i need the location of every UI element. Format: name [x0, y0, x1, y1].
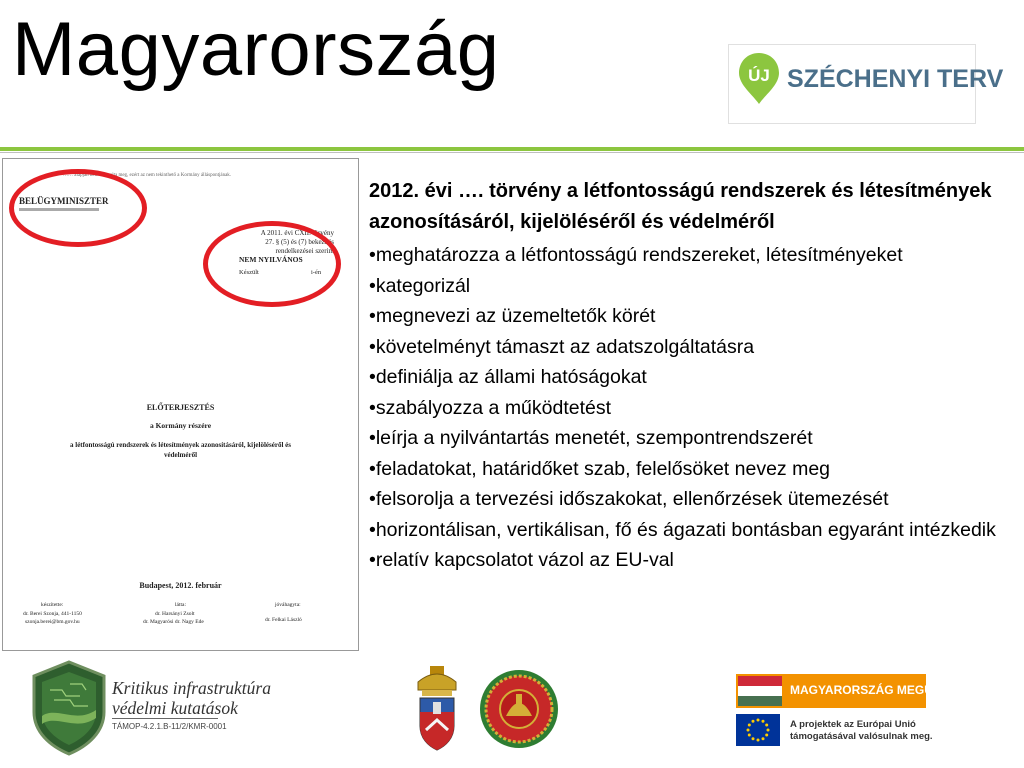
doc-prepared-suffix: i-én	[311, 269, 322, 276]
kik-title	[112, 678, 271, 718]
doc-sign-line: szonja.berei@bm.gov.hu	[25, 619, 80, 625]
doc-legal-ref-3: rendelkezései szerint	[275, 247, 334, 255]
eu-text-line-1: A projektek az Európai Unió	[790, 719, 916, 730]
eu-support-text	[790, 719, 933, 743]
slide-title: Magyarország	[12, 7, 500, 92]
content-heading: 2012. évi …. törvény a létfontosságú rendszerek és létesítmények azonosításáról, kijelöléséről és védelméről	[369, 180, 992, 233]
kik-project-code: TÁMOP-4.2.1.B-11/2/KMR-0001	[112, 722, 227, 731]
highlight-circle-classification	[203, 221, 341, 307]
doc-prepared-label: Készült	[239, 269, 259, 276]
bullet-item: •definiálja az állami hatóságokat	[369, 366, 647, 388]
bullet-item: •leírja a nyilvántartás menetét, szempontrendszerét	[369, 427, 813, 449]
bullet-item: •követelményt támaszt az adatszolgáltatásra	[369, 335, 755, 358]
document-scan	[2, 158, 359, 651]
doc-proposal-recipient: a Kormány részére	[149, 421, 212, 430]
agency-seal-icon	[478, 668, 560, 750]
kik-title-line-2: védelmi kutatások	[112, 698, 238, 718]
doc-place-date: Budapest, 2012. február	[139, 581, 222, 590]
doc-sign-line: dr. Magyarósi dr. Nagy Ede	[143, 619, 204, 625]
doc-sign-line: dr. Harsányi Zsolt	[155, 611, 195, 617]
doc-sign-role-3: jóváhagyta:	[275, 602, 301, 608]
highlight-circle-ministry	[9, 169, 147, 247]
pin-label: ÚJ	[748, 66, 770, 85]
map-pin-icon	[737, 51, 781, 105]
accent-divider	[0, 147, 1024, 151]
kik-title-line-1: Kritikus infrastruktúra	[112, 678, 271, 698]
doc-legal-ref-1: A 2011. évi CXII. törvény	[260, 229, 334, 237]
doc-sign-role-1: készítette:	[41, 602, 64, 608]
city-coat-of-arms-icon	[412, 664, 462, 752]
szechenyi-terv-logo	[728, 44, 1004, 124]
bullet-item: •megnevezi az üzemeltetők körét	[369, 305, 656, 327]
doc-proposal-subject-2: védelméről	[163, 451, 198, 459]
doc-sign-role-2: látta:	[175, 602, 186, 608]
doc-ministry: BELÜGYMINISZTER	[19, 196, 109, 206]
eu-text-line-2: támogatásával valósulnak meg.	[790, 731, 933, 742]
bullet-item: •kategorizál	[369, 274, 471, 297]
doc-proposal-subject: a létfontosságú rendszerek és létesítmények azonosításáról, kijelöléséről és	[70, 441, 291, 449]
content-text	[369, 176, 1019, 576]
logo-text: SZÉCHENYI TERV	[787, 65, 1004, 93]
doc-classification: NEM NYILVÁNOS	[239, 255, 303, 264]
eu-flag-icon	[736, 714, 780, 746]
bullet-item: •szabályozza a működtetést	[369, 396, 612, 419]
bullet-item: •horizontálisan, vertikálisan, fő és ágazati bontásban egyaránt intézkedik	[369, 518, 996, 541]
bullet-item: •meghatározza a létfontosságú rendszereket, létesítményeket	[369, 244, 903, 266]
bullet-item: •felsorolja a tervezési időszakokat, ellenőrzések ütemezését	[369, 488, 889, 510]
doc-header-line: …… alapján nem tárgyalta meg, ezért az nem tekinthető a Kormány álláspontjának.	[63, 173, 232, 178]
doc-legal-ref-2: 27. § (5) és (7) bekezdés	[265, 238, 334, 246]
banner-label: MAGYARORSZÁG MEGÚJUL	[790, 683, 956, 697]
divider-shadow	[0, 152, 1024, 153]
shield-logo-icon	[30, 660, 108, 756]
bullet-item: •relatív kapcsolatot vázol az EU-val	[369, 549, 674, 571]
doc-sign-line: dr. Berei Szonja, 441-1150	[23, 611, 82, 617]
doc-sign-line: dr. Felkai László	[265, 617, 302, 623]
bullet-item: •feladatokat, határidőket szab, felelősöket nevez meg	[369, 457, 831, 480]
doc-proposal-label: ELŐTERJESZTÉS	[146, 403, 215, 412]
